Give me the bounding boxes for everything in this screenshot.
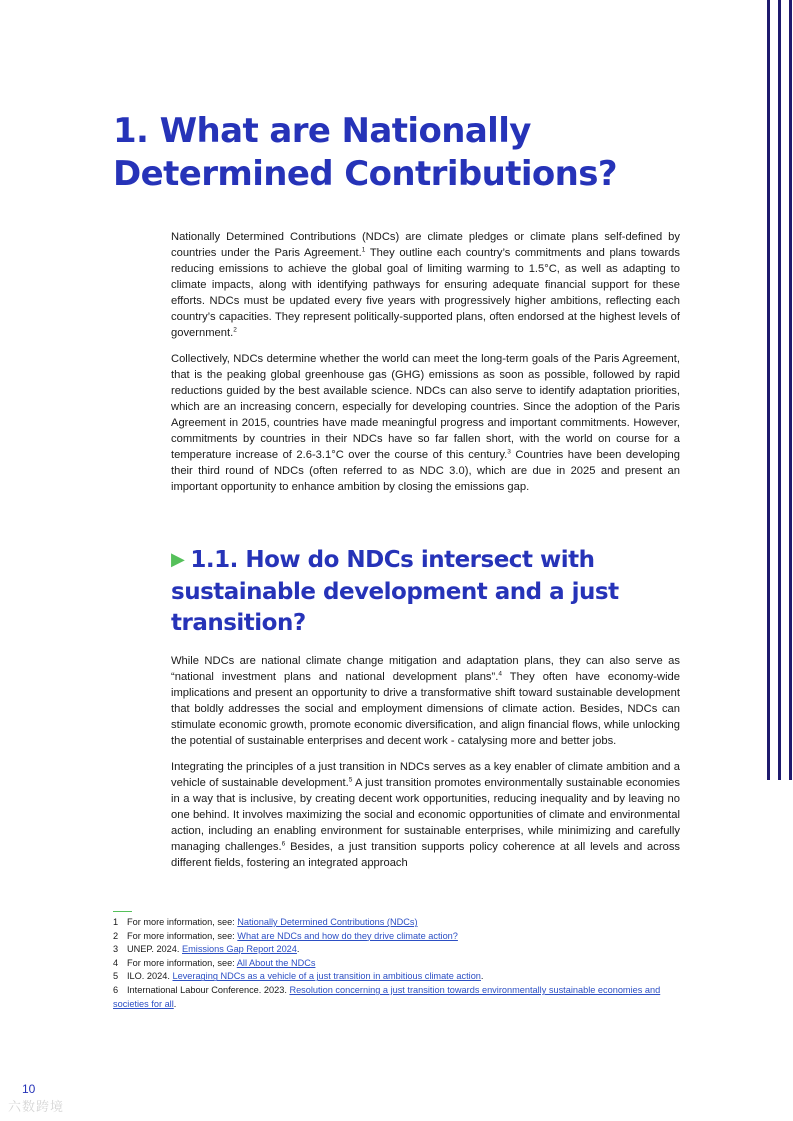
footnote-divider: [113, 911, 132, 912]
watermark: 六数跨境: [8, 1099, 65, 1114]
footnote: 5 ILO. 2024. Leveraging NDCs as a vehicle of a just transition in ambitious climate action.: [113, 971, 484, 982]
subsection-heading: ▶ 1.1. How do NDCs intersect with sustainable development and a just transition?: [171, 547, 619, 636]
footnote: 1 For more information, see: Nationally Determined Contributions (NDCs): [113, 917, 418, 927]
decorative-side-line: [789, 0, 792, 780]
footnote-ref[interactable]: 3: [507, 448, 511, 456]
footnote-link[interactable]: What are NDCs and how do they drive climate action?: [237, 930, 458, 941]
decorative-side-line: [778, 0, 781, 780]
footnote-ref[interactable]: 5: [348, 776, 353, 784]
paragraph: Nationally Determined Contributions (NDCs) are climate pledges or climate plans self-defined by countries under the Paris Agreement.$^1$ They outline each country’s commitments and plans towards reducing emissions to achieve the global goal of limiting warming to 1.5°C, as well as adapting to climate impacts, along with identifying pathways for ensuring adequate financial support for these efforts. NDCs must be updated every five years with progressively higher ambitions, reflecting each country’s capacities. They represent politically-supported plans, often endorsed at the highest levels of government.$^2$: [171, 231, 680, 339]
paragraph: Integrating the principles of a just transition in NDCs serves as a key enabler of climate ambition and a vehicle of sustainable development.$^5$ A just transition promotes environmentally sustainable economies in a way that is inclusive, by creating decent work opportunities, reducing inequality and by leaving no one behind. It involves maximizing the social and economic opportunities of climate and environmental action, including an enabling environment for sustainable enterprises, while minimizing and carefully managing challenges.$^6$ Besides, a just transition supports policy coherence at all levels and across different fields, fostering an integrated approach: [171, 761, 681, 869]
footnote-link[interactable]: Resolution concerning a just transition towards environmentally sustainable economies and societies for all: [113, 984, 661, 1009]
footnote: 2 For more information, see: What are NDCs and how do they drive climate action?: [113, 930, 458, 941]
section-1-body: [171, 229, 680, 505]
triangle-right-icon: ▶: [171, 549, 185, 570]
footnote: 4 For more information, see: All About the NDCs: [113, 957, 316, 968]
footnote-link[interactable]: Emissions Gap Report 2024: [182, 944, 297, 955]
footnote: 6 International Labour Conference. 2023. Resolution concerning a just transition towards environmentally sustainable economies and societies for all.: [113, 984, 661, 1009]
paragraph: While NDCs are national climate change mitigation and adaptation plans, they can also serve as “national investment plans and national development plans”.$^4$ They often have economy-wide implications and present an opportunity to drive a transformative shift toward sustainable development that boldly addresses the social and employment dimensions of climate action. Besides, NDCs can stimulate economic growth, promote economic diversification, and align financial flows, while unlocking the potential of sustainable enterprises and decent work - catalysing more and better jobs.: [171, 655, 680, 747]
section-2-body: [171, 653, 680, 881]
footnote-link[interactable]: Nationally Determined Contributions (NDCs): [237, 917, 418, 927]
footnote-link[interactable]: Leveraging NDCs as a vehicle of a just transition in ambitious climate action: [172, 971, 481, 982]
footnote-ref[interactable]: 2: [233, 326, 237, 334]
footnote-ref[interactable]: 6: [281, 840, 286, 848]
footnote: 3 UNEP. 2024. Emissions Gap Report 2024.: [113, 944, 300, 955]
footnote-ref[interactable]: 4: [498, 670, 502, 678]
paragraph: Collectively, NDCs determine whether the world can meet the long-term goals of the Paris Agreement, that is the peaking global greenhouse gas (GHG) emissions as soon as possible, followed by rapid reductions guided by the best available science. NDCs can also serve to identify adaptation priorities, which are an increasing concern, especially for developing countries. Since the adoption of the Paris Agreement in 2015, countries have made meaningful progress and important commitments. However, commitments by countries in their NDCs have so far fallen short, with the world on course for a temperature increase of 2.6-3.1°C over the course of this century.$^3$ Countries have been developing their third round of NDCs (often referred to as NDC 3.0), which are due in 2025 and present an important opportunity to enhance ambition by closing the emissions gap.: [171, 353, 680, 493]
chapter-heading: 1. What are Nationally Determined Contributions?: [113, 111, 618, 194]
footnotes: [113, 916, 680, 1011]
decorative-side-line: [767, 0, 770, 780]
footnote-ref[interactable]: 1: [361, 246, 366, 254]
footnote-link[interactable]: All About the NDCs: [236, 957, 316, 968]
page-number: 10: [22, 1082, 36, 1096]
